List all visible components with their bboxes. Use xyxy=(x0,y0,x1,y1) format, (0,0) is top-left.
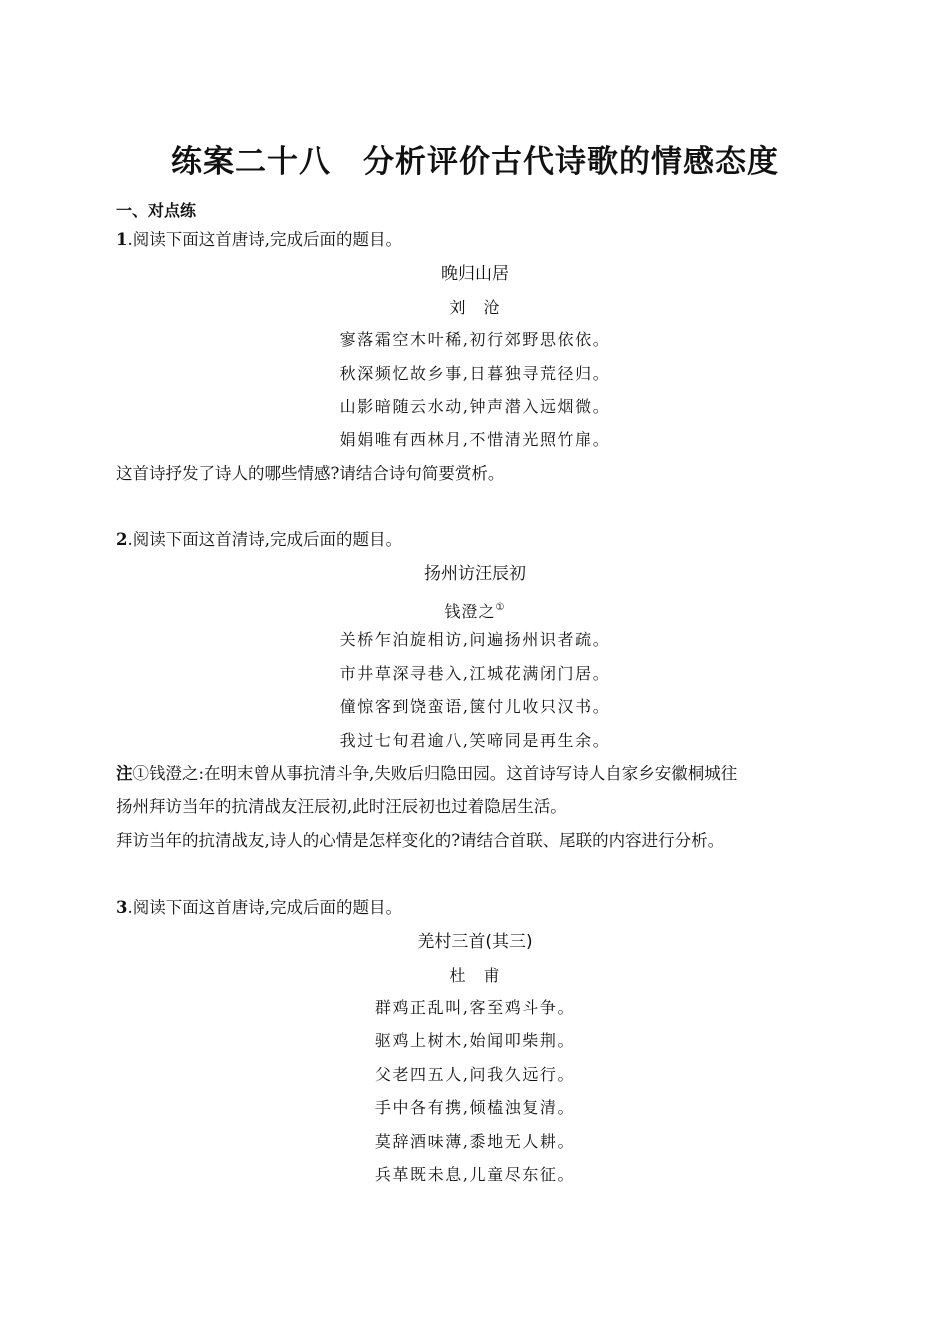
footnote-text: ①钱澄之:在明末曾从事抗清斗争,失败后归隐田园。这首诗写诗人自家乡安徽桐城往 xyxy=(132,764,738,783)
poem-2-line: 我过七旬君逾八,笑啼同是再生余。 xyxy=(339,731,611,750)
poem-1-line: 寥落霜空木叶稀,初行郊野思依依。 xyxy=(339,330,611,349)
question-intro-text: .阅读下面这首清诗,完成后面的题目。 xyxy=(127,530,402,549)
poem-3-title: 羌村三首(其三) xyxy=(417,932,533,952)
footnote-line-1 xyxy=(116,764,737,784)
question-number: 2 xyxy=(116,530,128,549)
page-title: 练案二十八 分析评价古代诗歌的情感态度 xyxy=(171,144,779,180)
question-2-prompt: 拜访当年的抗清战友,诗人的心情是怎样变化的?请结合首联、尾联的内容进行分析。 xyxy=(116,831,725,850)
question-intro-text: .阅读下面这首唐诗,完成后面的题目。 xyxy=(127,230,402,249)
question-1-prompt: 这首诗抒发了诗人的哪些情感?请结合诗句简要赏析。 xyxy=(116,464,505,483)
poem-1-author: 刘 沧 xyxy=(449,298,501,317)
poem-1-line: 山影暗随云水动,钟声潜入远烟微。 xyxy=(339,397,611,416)
question-intro-text: .阅读下面这首唐诗,完成后面的题目。 xyxy=(127,898,402,917)
poem-3-line: 驱鸡上树木,始闻叩柴荆。 xyxy=(374,1031,576,1050)
poem-2-title: 扬州访汪辰初 xyxy=(424,564,526,584)
poem-1-title: 晚归山居 xyxy=(441,264,509,284)
question-1-intro xyxy=(116,230,402,250)
footnote-line-2: 扬州拜访当年的抗清战友汪辰初,此时汪辰初也过着隐居生活。 xyxy=(116,797,567,816)
footnote-marker: ① xyxy=(495,602,506,613)
question-2-intro xyxy=(116,530,402,550)
poem-3-line: 父老四五人,问我久远行。 xyxy=(374,1065,576,1084)
question-number: 1 xyxy=(116,230,128,249)
question-3-intro xyxy=(116,898,402,918)
question-number: 3 xyxy=(116,898,128,917)
section-heading: 一、对点练 xyxy=(116,201,197,220)
poem-3-line: 手中各有携,倾榼浊复清。 xyxy=(374,1098,576,1117)
poem-3-line: 群鸡正乱叫,客至鸡斗争。 xyxy=(374,998,576,1017)
poem-1-line: 娟娟唯有西林月,不惜清光照竹扉。 xyxy=(339,430,611,449)
poem-3-line: 莫辞酒味薄,黍地无人耕。 xyxy=(374,1132,576,1151)
poem-2-author-name: 钱澄之 xyxy=(444,602,496,621)
poem-2-line: 僮惊客到饶蛮语,箧付儿收只汉书。 xyxy=(339,697,611,716)
poem-3-author: 杜 甫 xyxy=(449,966,501,985)
poem-1-line: 秋深频忆故乡事,日暮独寻荒径归。 xyxy=(339,364,611,383)
poem-2-line: 市井草深寻巷入,江城花满闭门居。 xyxy=(339,664,611,683)
footnote-label: 注 xyxy=(116,764,133,783)
poem-2-line: 关桥乍泊旋相访,问遍扬州识者疏。 xyxy=(339,630,611,649)
poem-3-line: 兵革既未息,儿童尽东征。 xyxy=(374,1165,576,1184)
poem-2-author xyxy=(0,598,950,622)
